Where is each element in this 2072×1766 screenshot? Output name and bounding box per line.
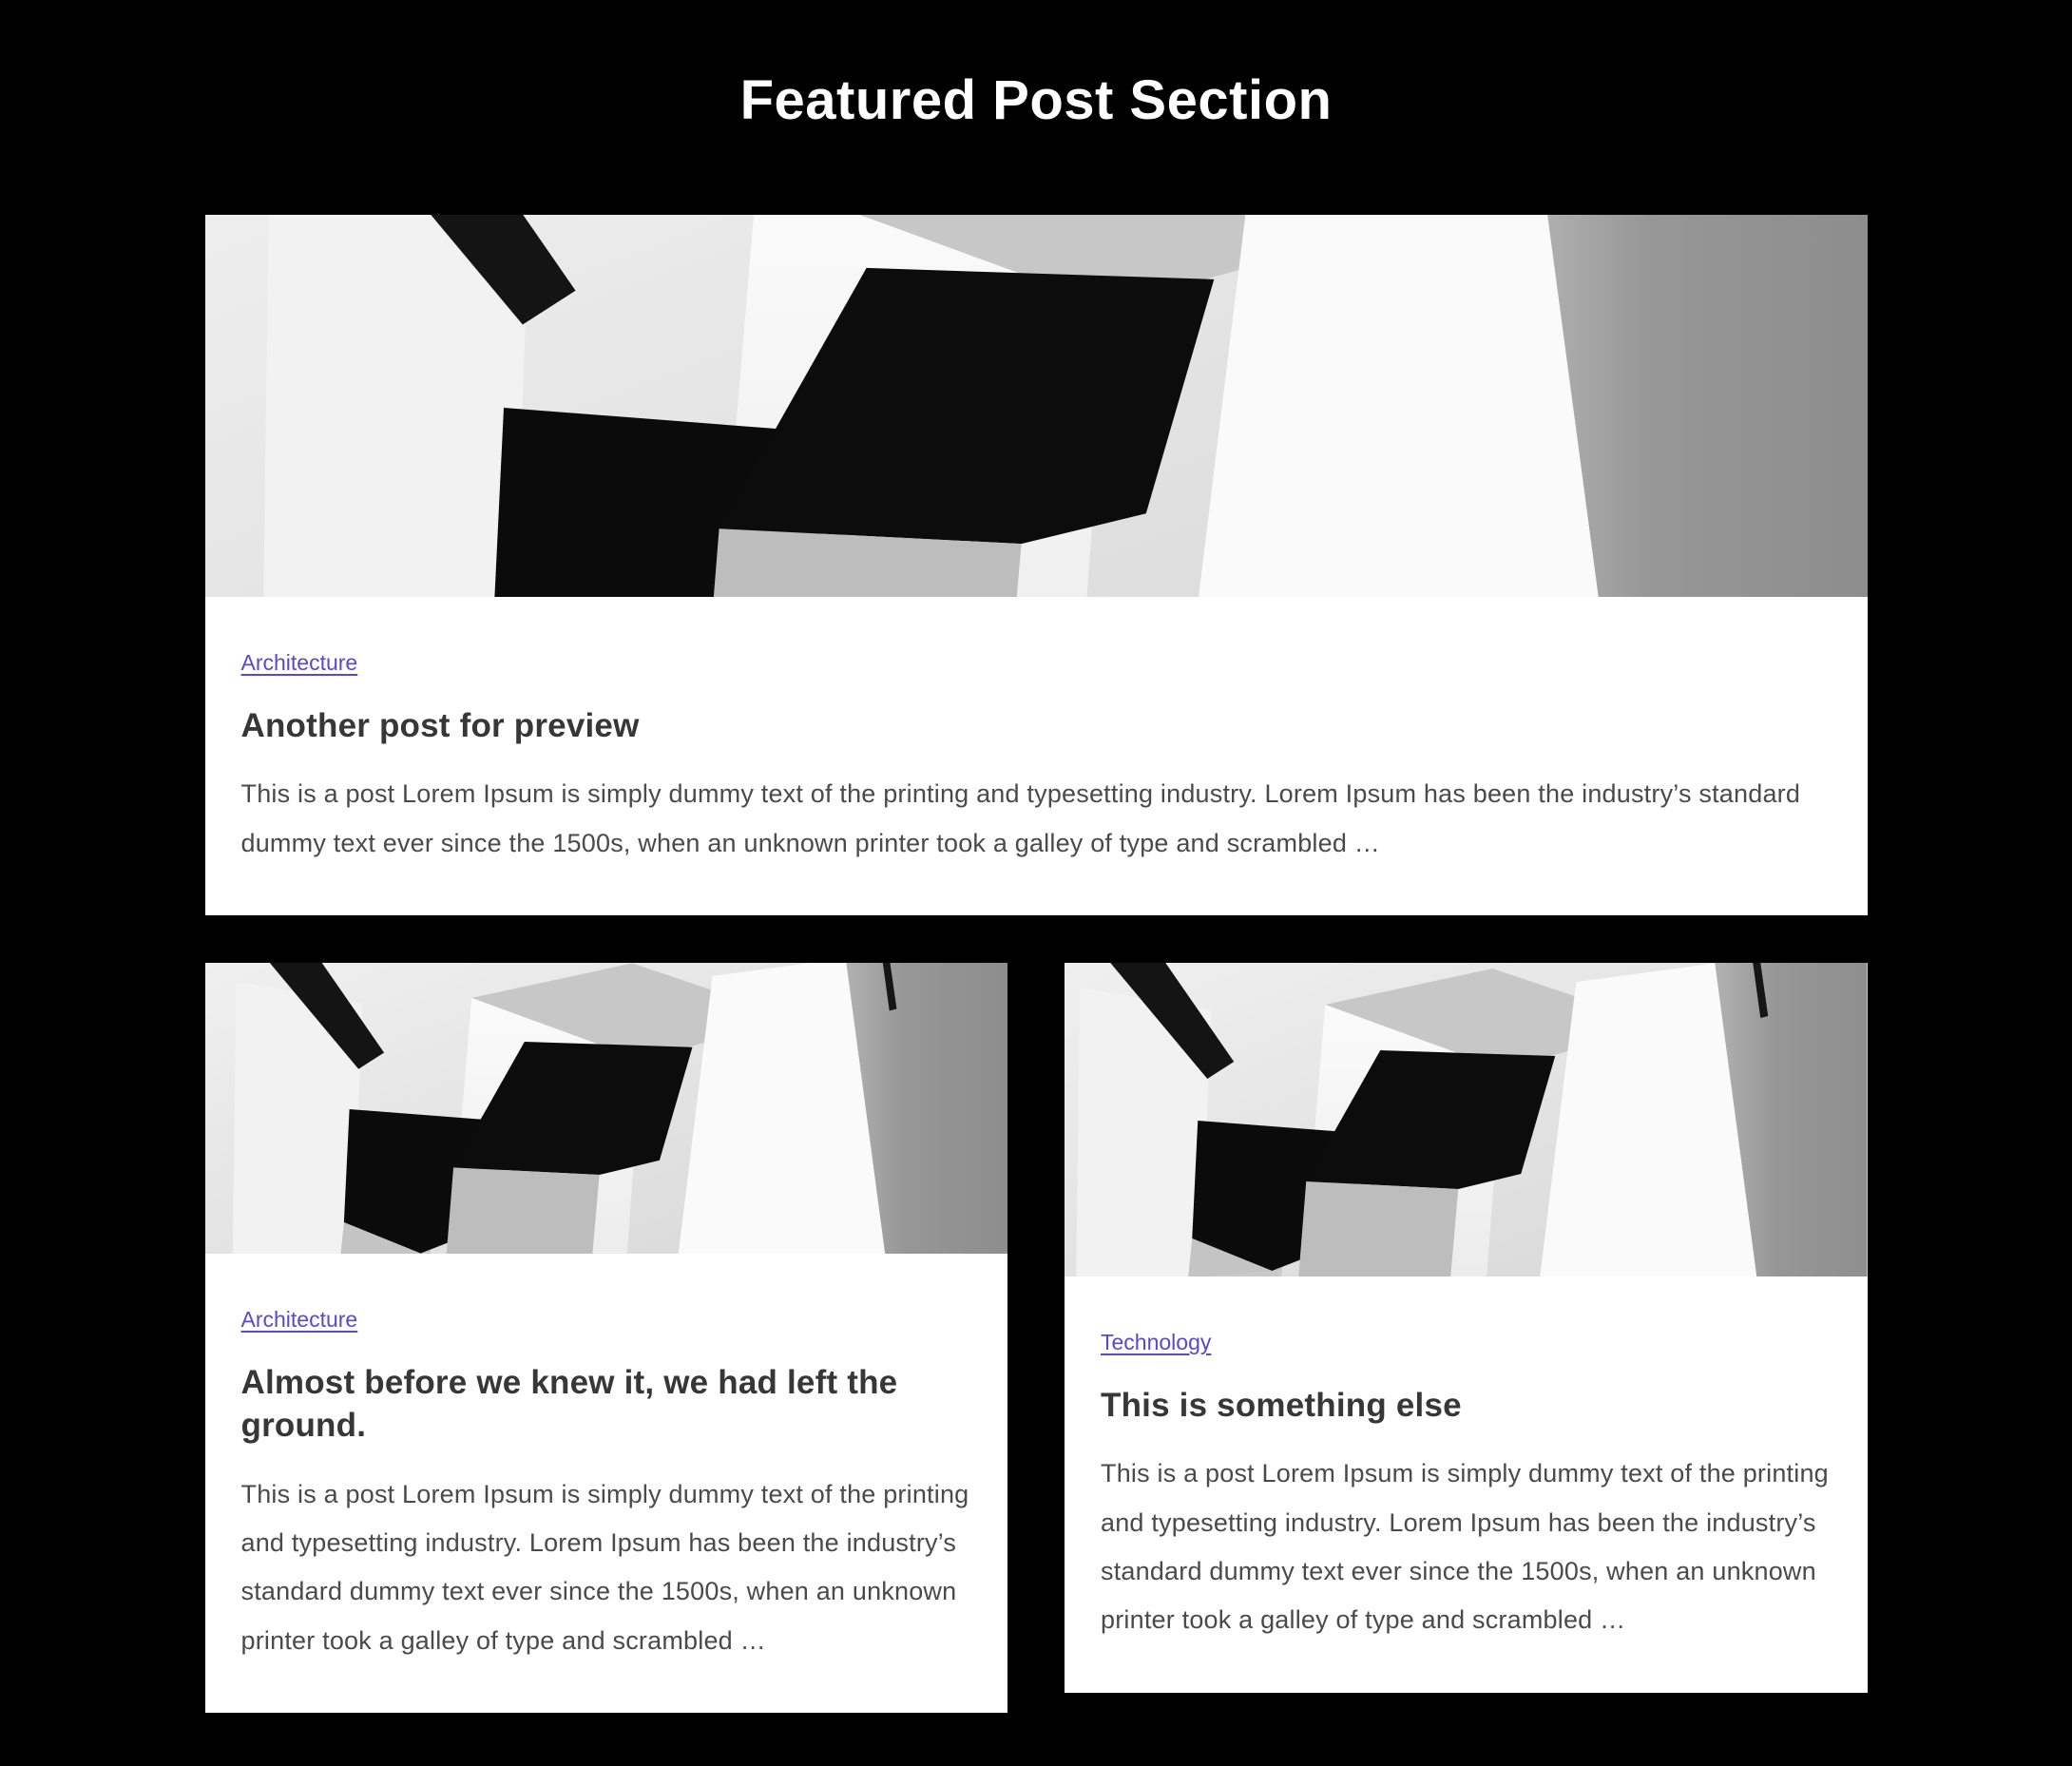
post-thumbnail-image[interactable] [1065,963,1868,1277]
featured-posts-grid [205,215,1868,1713]
post-card-body [205,597,1868,915]
post-card-body [205,1254,1008,1713]
section-header [0,0,2072,131]
post-thumbnail-image[interactable] [205,963,1008,1254]
post-excerpt: This is a post Lorem Ipsum is simply dummy text of the printing and typesetting industry. Lorem Ipsum has been the industry’s standard dummy text ever since the 1500s, when an unknown printer took a galley of type and scrambled … [240,1479,969,1655]
post-card-body [1065,1277,1868,1693]
category-link-architecture[interactable]: Architecture [240,1306,358,1332]
post-excerpt: This is a post Lorem Ipsum is simply dummy text of the printing and typesetting industry. Lorem Ipsum has been the industry’s standard dummy text ever since the 1500s, when an unknown printer took a galley of type and scrambled … [240,779,1801,857]
architecture-photo [205,215,1868,597]
post-title-link[interactable]: Almost before we knew it, we had left the ground. [240,1363,898,1445]
page-title: Featured Post Section [739,69,1333,131]
post-title-link[interactable]: Another post for preview [240,706,640,744]
post-excerpt: This is a post Lorem Ipsum is simply dummy text of the printing and typesetting industry. Lorem Ipsum has been the industry’s standard dummy text ever since the 1500s, when an unknown printer took a galley of type and scrambled … [1101,1459,1829,1635]
secondary-posts-row [205,963,1868,1713]
post-card [1065,963,1868,1693]
category-link-architecture[interactable]: Architecture [240,649,358,675]
featured-post-card [205,215,1868,915]
post-card [205,963,1008,1713]
architecture-photo [205,963,1008,1254]
post-title-link[interactable]: This is something else [1101,1386,1462,1424]
architecture-photo [1065,963,1868,1277]
post-thumbnail-image[interactable] [205,215,1868,597]
category-link-technology[interactable]: Technology [1101,1329,1212,1354]
